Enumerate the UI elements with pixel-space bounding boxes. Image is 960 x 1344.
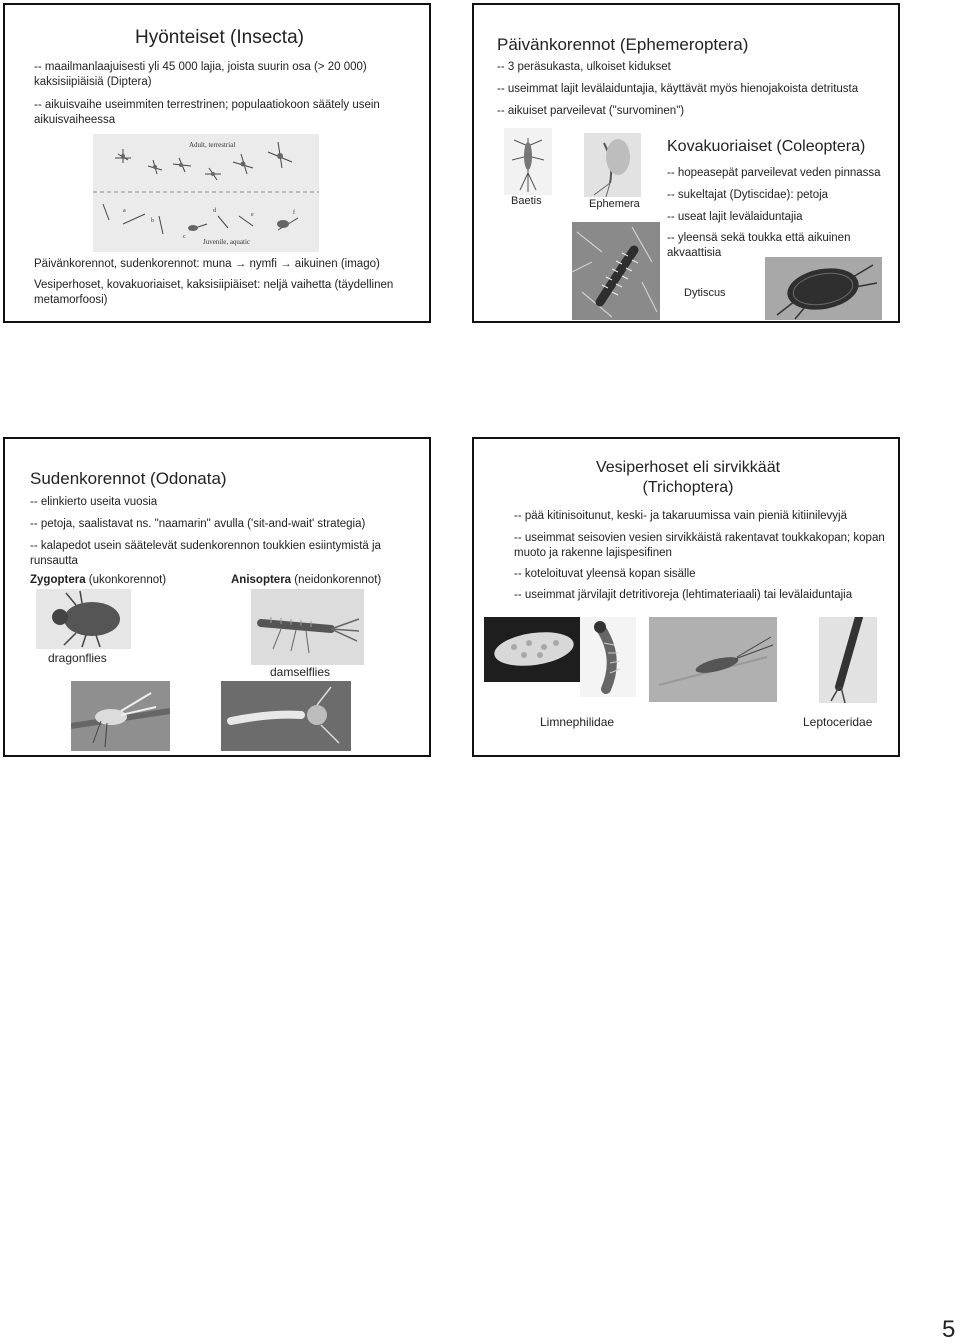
diving-beetle-drawing [765,257,882,320]
life-cycle-figure [93,134,319,252]
damselflies-caption: damselflies [270,665,331,679]
anisoptera-bold: Anisoptera [231,574,292,586]
damselfly-emergence-photo [221,681,351,751]
emergence-drawing-2 [221,681,351,751]
coleoptera-title: Kovakuoriaiset (Coleoptera) [667,138,866,155]
anisoptera-label [231,573,381,588]
slide-title: Päivänkorennot (Ephemeroptera) [497,35,749,54]
dytiscus-photo [765,257,882,320]
figure-letter: d [213,208,216,214]
bullet-item: -- maailmanlaajuisesti yli 45 000 lajia, joista suurin osa (> 20 000) kaksisiipiäisiä (Diptera) [34,61,367,88]
slide-odonata [3,437,431,757]
figure-label-bottom: Juvenile, aquatic [203,238,251,246]
bullet-item: -- elinkierto useita vuosia [30,496,158,508]
bullet-item: -- pää kitinisoitunut, keski- ja takaruumissa vain pieniä kitiinilevyjä [514,510,848,522]
life-cycle-drawing [93,134,319,252]
ephemera-caption: Ephemera [589,198,640,210]
emergence-drawing [71,681,170,751]
figure-letter: c [183,234,186,240]
slide-title-line-2: (Trichoptera) [642,479,734,496]
page-number: 5 [942,1316,956,1343]
caddis-case-photo [484,617,580,682]
slide-title: Sudenkorennot (Odonata) [30,469,227,488]
damselfly-nymph-drawing [251,589,364,665]
baetis-photo [504,128,552,195]
coleoptera-bullet: -- yleensä sekä toukka että aikuinen akvaattisia [667,232,851,259]
bullet-item: -- useimmat seisovien vesien sirvikkäistä rakentavat toukkakopan; kopan muoto ja rakenne lajispesifinen [514,532,885,559]
ephemera-photo [584,133,641,197]
figure-letter: e [251,212,254,218]
bullet-item: -- 3 peräsukasta, ulkoiset kidukset [497,61,671,73]
ephemera-nymph-photo [572,222,660,320]
coleoptera-bullet: -- useat lajit levälaiduntajia [667,211,803,223]
slide-insecta [3,3,431,323]
dragonfly-nymph-drawing [36,589,131,649]
dragonflies-caption: dragonflies [48,651,107,665]
baetis-caption: Baetis [511,195,542,207]
limnephilidae-caption: Limnephilidae [540,715,615,729]
caddis-larva-photo [580,617,636,697]
life-cycle-line-1: Päivänkorennot, sudenkorennot: muna → nymfi → aikuinen (imago) [34,258,380,270]
slide-trichoptera [472,437,900,757]
damselfly-nymph-photo [251,589,364,665]
bullet-item: -- kalapedot usein säätelevät sudenkorennon toukkien esiintymistä ja runsautta [30,540,381,567]
life-cycle-line-2: Vesiperhoset, kovakuoriaiset, kaksisiipiäiset: neljä vaihetta (täydellinen metamorfoosi) [34,279,394,306]
coleoptera-bullet: -- sukeltajat (Dytiscidae): petoja [667,189,829,201]
dytiscus-caption: Dytiscus [684,287,726,299]
dragonfly-nymph-photo [36,589,131,649]
leptoceridae-case-photo [819,617,877,703]
bullet-item: -- aikuisvaihe useimmiten terrestrinen; populaatiokoon säätely usein aikuisvaiheessa [34,99,380,126]
zygoptera-label [30,573,166,588]
slide-ephemeroptera [472,3,900,323]
bullet-item: -- useimmat lajit levälaiduntajia, käyttävät myös hienojakoista detritusta [497,83,859,95]
bullet-item: -- useimmat järvilajit detritivoreja (lehtimateriaali) tai levälaiduntajia [514,589,853,601]
slide-title-line-1: Vesiperhoset eli sirvikkäät [595,459,781,476]
mayfly-adult-drawing [584,133,641,197]
anisoptera-rest: (neidonkorennot) [291,574,382,586]
caddis-case-drawing [484,617,580,682]
dragonfly-emergence-photo [71,681,170,751]
bullet-item: -- koteloituvat yleensä kopan sisälle [514,568,696,580]
caddis-adult-drawing [649,617,777,702]
figure-label-top: Adult, terrestrial [189,141,236,149]
mayfly-nymph-drawing [504,128,552,195]
leptoceridae-drawing [819,617,877,703]
figure-letter: f [293,210,295,216]
figure-letter: b [151,218,154,224]
caddis-adult-photo [649,617,777,702]
bullet-item: -- petoja, saalistavat ns. "naamarin" avulla ('sit-and-wait' strategia) [30,518,366,530]
coleoptera-bullet: -- hopeasepät parveilevat veden pinnassa [667,167,881,179]
leptoceridae-caption: Leptoceridae [803,715,873,729]
caddis-larva-drawing [580,617,636,697]
zygoptera-rest: (ukonkorennot) [85,574,167,586]
figure-letter: a [123,208,126,214]
burrowing-nymph-drawing [572,222,660,320]
slide-title: Hyönteiset (Insecta) [135,27,304,48]
zygoptera-bold: Zygoptera [30,574,86,586]
bullet-item: -- aikuiset parveilevat ("survominen") [497,105,685,117]
